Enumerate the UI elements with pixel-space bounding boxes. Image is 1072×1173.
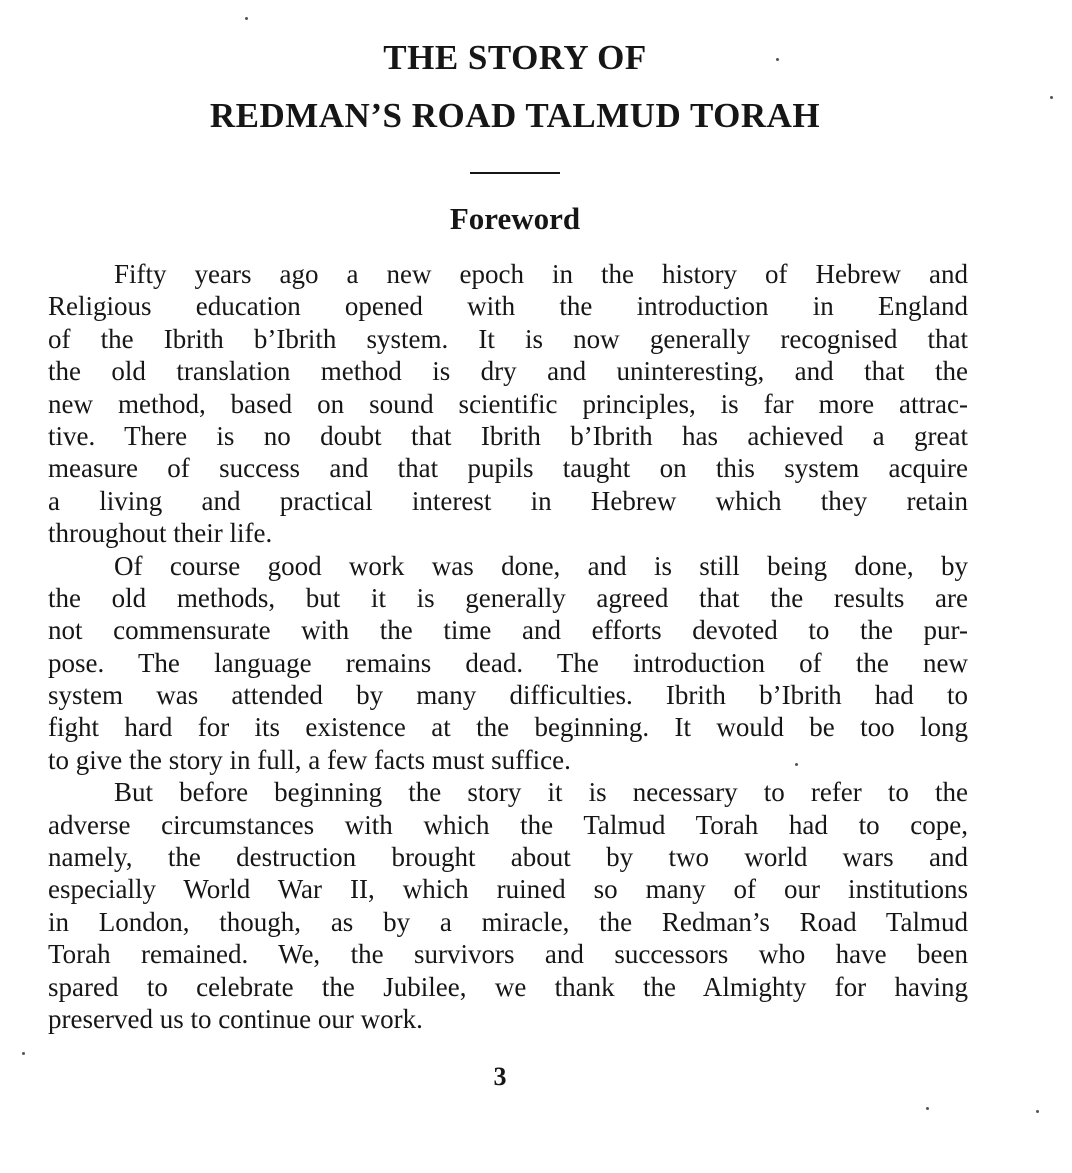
text-line: Of course good work was done, and is still being done, by — [114, 550, 968, 581]
scan-speck — [776, 58, 779, 61]
text-line: adverse circumstances with which the Talmud Torah had to cope, — [48, 809, 968, 840]
page-title-line-1: THE STORY OF — [383, 38, 647, 77]
text-line: fight hard for its existence at the beginning. It would be too long — [48, 712, 968, 743]
text-line: pose. The language remains dead. The introduction of the new — [48, 647, 968, 678]
text-line: system was attended by many difficulties. Ibrith b’Ibrith had to — [48, 680, 968, 711]
scan-speck — [926, 1107, 929, 1110]
paragraph-1 — [48, 258, 968, 550]
text-line: to give the story in full, a few facts must suffice. — [48, 744, 571, 775]
text-line: especially World War II, which ruined so many of our institutions — [48, 874, 968, 905]
text-line: spared to celebrate the Jubilee, we thank the Almighty for having — [48, 971, 968, 1002]
text-line: But before beginning the story it is necessary to refer to the — [114, 777, 968, 808]
text-line: the old methods, but it is generally agreed that the results are — [48, 582, 968, 613]
page-number: 3 — [493, 1062, 507, 1091]
text-line: a living and practical interest in Hebrew which they retain — [48, 485, 968, 516]
text-line: in London, though, as by a miracle, the Redman’s Road Talmud — [48, 906, 968, 937]
text-line: Torah remained. We, the survivors and successors who have been — [48, 939, 968, 970]
paragraph-2 — [48, 550, 968, 777]
text-line: tive. There is no doubt that Ibrith b’Ibrith has achieved a great — [48, 420, 968, 451]
text-line: the old translation method is dry and uninteresting, and that the — [48, 356, 968, 387]
section-heading: Foreword — [449, 201, 581, 236]
scan-speck — [1050, 96, 1053, 99]
scan-speck — [22, 1052, 25, 1055]
text-line: measure of success and that pupils taught on this system acquire — [48, 453, 968, 484]
text-line: Fifty years ago a new epoch in the history of Hebrew and — [114, 259, 968, 289]
text-line: namely, the destruction brought about by two world wars and — [48, 842, 968, 873]
paragraph-3 — [48, 776, 968, 1035]
text-line: preserved us to continue our work. — [48, 1003, 423, 1034]
text-line: of the Ibrith b’Ibrith system. It is now generally recognised that — [48, 323, 968, 354]
title-divider — [470, 172, 560, 174]
scan-speck — [795, 763, 798, 766]
text-line: Religious education opened with the introduction in England — [48, 291, 968, 322]
text-line: not commensurate with the time and efforts devoted to the pur- — [48, 615, 968, 646]
scan-speck — [1036, 1110, 1039, 1113]
text-line: throughout their life. — [48, 518, 273, 549]
scan-speck — [245, 17, 248, 20]
body-text — [48, 258, 968, 1035]
text-line: new method, based on sound scientific principles, is far more attrac- — [48, 388, 968, 419]
page-title-line-2: REDMAN’S ROAD TALMUD TORAH — [209, 96, 821, 135]
